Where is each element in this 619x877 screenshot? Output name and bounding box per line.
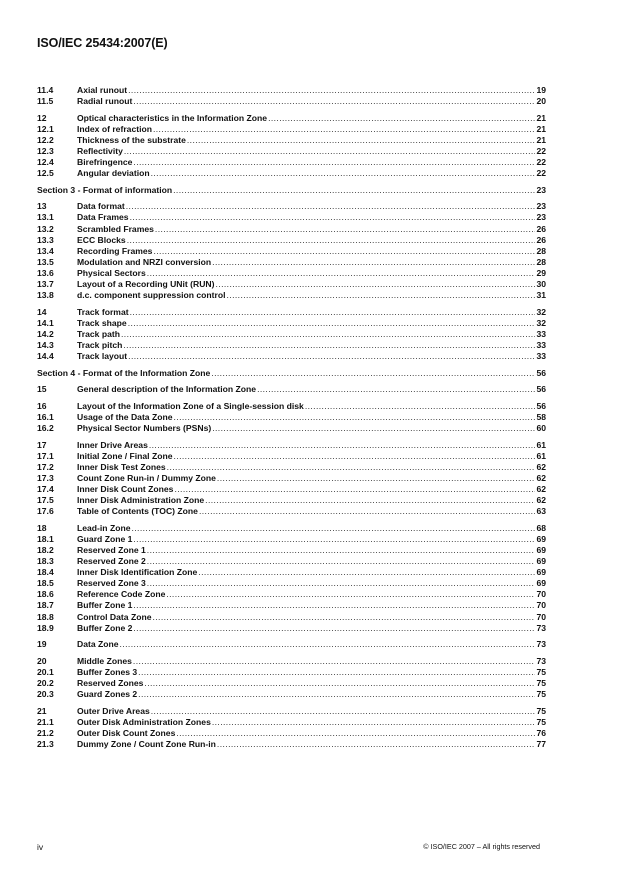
clause-number: 17.4	[37, 484, 54, 494]
toc-entry[interactable]	[37, 235, 546, 246]
clause-title: Buffer Zone 2	[77, 622, 133, 633]
clause-title: General description of the Information Zone	[77, 384, 257, 395]
dot-leader	[128, 85, 535, 96]
toc-entry[interactable]	[37, 523, 546, 534]
toc-entry[interactable]	[37, 85, 546, 96]
dot-leader	[133, 157, 535, 168]
dot-leader	[227, 290, 536, 301]
clause-title: Layout of the Information Zone of a Single-session disk	[77, 400, 304, 411]
clause-title: Count Zone Run-in / Dummy Zone	[77, 472, 216, 483]
page-reference: 23	[536, 212, 546, 223]
clause-number: 17.2	[37, 461, 54, 472]
dot-leader	[205, 495, 535, 506]
toc-section-entry[interactable]	[37, 368, 546, 379]
clause-title: Inner Disk Count Zones	[77, 484, 174, 494]
page-reference: 70	[536, 600, 546, 611]
toc-entry[interactable]	[37, 728, 546, 739]
clause-number: 21.2	[37, 727, 54, 738]
clause-number: 12.1	[37, 123, 54, 134]
page-reference: 22	[536, 157, 546, 168]
dot-leader	[212, 717, 536, 728]
toc-entry[interactable]	[37, 212, 546, 223]
clause-number: 18.1	[37, 533, 54, 544]
clause-title: Data format	[77, 201, 125, 212]
clause-title: Outer Disk Administration Zones	[77, 716, 211, 727]
dot-leader	[268, 113, 535, 124]
page-reference: 69	[536, 556, 546, 567]
clause-title: Track format	[77, 306, 129, 317]
clause-title: Section 3 - Format of information	[37, 184, 173, 195]
clause-number: 21	[37, 705, 47, 716]
toc-entry[interactable]	[37, 706, 546, 717]
clause-title: Data Frames	[77, 212, 129, 223]
page-reference: 69	[536, 567, 546, 578]
page-reference: 62	[536, 472, 546, 483]
page-reference: 62	[536, 495, 546, 506]
page-reference: 29	[536, 267, 546, 278]
clause-title: Birefringence	[77, 157, 133, 168]
clause-number: 17.6	[37, 506, 54, 517]
clause-title: Data Zone	[77, 639, 119, 650]
clause-number: 12	[37, 112, 47, 123]
clause-number: 20.1	[37, 666, 54, 677]
clause-number: 13	[37, 201, 47, 212]
page-reference: 21	[536, 112, 546, 123]
toc-entry[interactable]	[37, 578, 546, 589]
document-id-header: ISO/IEC 25434:2007(E)	[37, 36, 168, 50]
clause-title: ECC Blocks	[77, 234, 126, 245]
clause-number: 14.2	[37, 328, 54, 339]
dot-leader	[147, 545, 536, 556]
dot-leader	[151, 706, 536, 717]
toc-entry[interactable]	[37, 135, 546, 146]
clause-title: Inner Disk Identification Zone	[77, 567, 198, 578]
clause-title: Axial runout	[77, 85, 128, 95]
toc-entry[interactable]	[37, 556, 546, 567]
clause-number: 20.3	[37, 689, 54, 700]
dot-leader	[133, 623, 535, 634]
copyright-notice: © ISO/IEC 2007 – All rights reserved	[423, 842, 540, 851]
clause-number: 16	[37, 400, 47, 411]
dot-leader	[211, 368, 535, 379]
page-reference: 63	[536, 506, 546, 517]
dot-leader	[123, 340, 535, 351]
dot-leader	[138, 667, 535, 678]
page-reference: 28	[536, 245, 546, 256]
clause-title: Track path	[77, 328, 120, 339]
dot-leader	[198, 567, 535, 578]
clause-number: 18.5	[37, 578, 54, 589]
toc-entry[interactable]	[37, 96, 546, 107]
clause-title: d.c. component suppression control	[77, 290, 226, 301]
page-reference: 73	[536, 655, 546, 666]
dot-leader	[152, 612, 535, 623]
dot-leader	[130, 307, 536, 318]
clause-title: Reserved Zone 1	[77, 544, 146, 555]
clause-number: 13.3	[37, 234, 54, 245]
toc-group	[37, 368, 546, 379]
clause-number: 18.7	[37, 600, 54, 611]
dot-leader	[216, 279, 536, 290]
toc-group	[37, 185, 546, 196]
page-reference: 21	[536, 123, 546, 134]
dot-leader	[153, 246, 535, 257]
toc-entry[interactable]	[37, 157, 546, 168]
toc-entry[interactable]	[37, 689, 546, 700]
page-reference: 19	[536, 85, 546, 95]
toc-entry[interactable]	[37, 146, 546, 157]
dot-leader	[166, 589, 535, 600]
toc-entry[interactable]	[37, 351, 546, 362]
page-reference: 23	[536, 201, 546, 212]
clause-number: 13.6	[37, 267, 54, 278]
toc-entry[interactable]	[37, 717, 546, 728]
clause-number: 13.1	[37, 212, 54, 223]
clause-title: Outer Disk Count Zones	[77, 727, 176, 738]
toc-entry[interactable]	[37, 567, 546, 578]
dot-leader	[133, 534, 535, 545]
toc-group	[37, 656, 546, 700]
clause-title: Inner Disk Administration Zone	[77, 495, 205, 506]
clause-number: 19	[37, 639, 47, 650]
clause-title: Angular deviation	[77, 168, 150, 179]
toc-entry[interactable]	[37, 440, 546, 451]
page-reference: 58	[536, 411, 546, 422]
clause-title: Reference Code Zone	[77, 589, 166, 600]
toc-entry[interactable]	[37, 318, 546, 329]
toc-entry[interactable]	[37, 667, 546, 678]
dot-leader	[138, 689, 535, 700]
dot-leader	[147, 268, 536, 279]
toc-entry[interactable]	[37, 384, 546, 395]
page-reference: 75	[536, 705, 546, 716]
clause-title: Modulation and NRZI conversion	[77, 256, 212, 267]
toc-entry[interactable]	[37, 124, 546, 135]
page-reference: 56	[536, 400, 546, 411]
clause-number: 14.3	[37, 339, 54, 350]
dot-leader	[133, 96, 535, 107]
dot-leader	[120, 639, 536, 650]
dot-leader	[187, 135, 536, 146]
toc-entry[interactable]	[37, 545, 546, 556]
page-reference: 77	[536, 738, 546, 749]
clause-title: Outer Drive Areas	[77, 705, 150, 716]
clause-title: Inner Drive Areas	[77, 439, 148, 450]
page-reference: 26	[536, 234, 546, 245]
toc-entry[interactable]	[37, 290, 546, 301]
clause-number: 18.8	[37, 611, 54, 622]
clause-title: Radial runout	[77, 96, 133, 107]
page-reference: 56	[536, 367, 546, 378]
toc-entry[interactable]	[37, 639, 546, 650]
toc-entry[interactable]	[37, 224, 546, 235]
clause-number: 14.4	[37, 351, 54, 362]
clause-number: 14.1	[37, 317, 54, 328]
toc-entry[interactable]	[37, 246, 546, 257]
page-reference: 69	[536, 578, 546, 589]
page-reference: 75	[536, 716, 546, 727]
table-of-contents	[37, 85, 546, 756]
clause-title: Guard Zones 2	[77, 689, 138, 700]
dot-leader	[199, 506, 535, 517]
clause-number: 15	[37, 384, 47, 395]
page-reference: 73	[536, 639, 546, 650]
dot-leader	[217, 739, 536, 750]
clause-number: 12.3	[37, 145, 54, 156]
clause-number: 18.4	[37, 567, 54, 578]
page-reference: 69	[536, 533, 546, 544]
clause-number: 13.8	[37, 290, 54, 301]
toc-entry[interactable]	[37, 495, 546, 506]
clause-title: Buffer Zone 1	[77, 600, 133, 611]
clause-number: 13.4	[37, 245, 54, 256]
clause-title: Inner Disk Test Zones	[77, 461, 166, 472]
clause-title: Optical characteristics in the Information Zone	[77, 112, 268, 123]
toc-entry[interactable]	[37, 623, 546, 634]
toc-entry[interactable]	[37, 600, 546, 611]
clause-title: Usage of the Data Zone	[77, 411, 173, 422]
page-reference: 75	[536, 678, 546, 688]
clause-number: 18.6	[37, 589, 54, 600]
page-reference: 60	[536, 423, 546, 434]
toc-entry[interactable]	[37, 168, 546, 179]
clause-title: Physical Sectors	[77, 267, 146, 278]
toc-entry[interactable]	[37, 484, 546, 495]
page-reference: 69	[536, 544, 546, 555]
dot-leader	[212, 257, 535, 268]
dot-leader	[147, 578, 536, 589]
clause-number: 12.4	[37, 157, 54, 168]
dot-leader	[127, 235, 536, 246]
dot-leader	[131, 523, 535, 534]
dot-leader	[124, 146, 536, 157]
dot-leader	[149, 440, 536, 451]
clause-number: 12.5	[37, 168, 54, 179]
toc-group	[37, 523, 546, 634]
clause-number: 11.5	[37, 96, 54, 107]
clause-title: Track shape	[77, 317, 127, 328]
toc-group	[37, 639, 546, 650]
toc-entry[interactable]	[37, 423, 546, 434]
toc-entry[interactable]	[37, 113, 546, 124]
toc-group	[37, 85, 546, 107]
toc-entry[interactable]	[37, 257, 546, 268]
clause-number: 16.1	[37, 411, 54, 422]
page-reference: 26	[536, 223, 546, 234]
dot-leader	[121, 329, 535, 340]
page-reference: 61	[536, 439, 546, 450]
toc-entry[interactable]	[37, 279, 546, 290]
clause-title: Layout of a Recording UNit (RUN)	[77, 279, 215, 289]
toc-entry[interactable]	[37, 589, 546, 600]
page-reference: 61	[536, 450, 546, 461]
clause-number: 18	[37, 522, 47, 533]
toc-section-entry[interactable]	[37, 185, 546, 196]
dot-leader	[151, 168, 536, 179]
page-reference: 28	[536, 256, 546, 267]
clause-number: 20	[37, 655, 47, 666]
clause-title: Buffer Zones 3	[77, 666, 138, 677]
dot-leader	[153, 124, 535, 135]
clause-title: Dummy Zone / Count Zone Run-in	[77, 738, 216, 749]
clause-title: Control Data Zone	[77, 611, 152, 622]
toc-group	[37, 113, 546, 180]
clause-title: Reserved Zones	[77, 678, 144, 688]
page-reference: 22	[536, 168, 546, 179]
clause-title: Initial Zone / Final Zone	[77, 450, 173, 461]
clause-number: 18.3	[37, 556, 54, 567]
clause-number: 17.3	[37, 472, 54, 483]
clause-number: 11.4	[37, 85, 54, 95]
toc-entry[interactable]	[37, 473, 546, 484]
dot-leader	[167, 462, 536, 473]
page-reference: 32	[536, 306, 546, 317]
page-reference: 30	[536, 279, 546, 289]
dot-leader	[305, 401, 536, 412]
toc-entry[interactable]	[37, 201, 546, 212]
page-reference: 31	[536, 290, 546, 301]
dot-leader	[128, 318, 536, 329]
toc-entry[interactable]	[37, 506, 546, 517]
clause-title: Reserved Zone 2	[77, 556, 146, 567]
clause-title: Middle Zones	[77, 655, 132, 666]
clause-number: 21.3	[37, 738, 54, 749]
dot-leader	[147, 556, 536, 567]
toc-entry[interactable]	[37, 612, 546, 623]
toc-group	[37, 440, 546, 518]
clause-number: 17.1	[37, 450, 54, 461]
clause-number: 21.1	[37, 716, 54, 727]
page-reference: 22	[536, 145, 546, 156]
clause-title: Physical Sector Numbers (PSNs)	[77, 423, 212, 434]
clause-title: Reflectivity	[77, 145, 123, 156]
dot-leader	[133, 656, 536, 667]
toc-entry[interactable]	[37, 340, 546, 351]
toc-entry[interactable]	[37, 656, 546, 667]
dot-leader	[176, 728, 535, 739]
clause-number: 13.2	[37, 223, 54, 234]
dot-leader	[174, 412, 536, 423]
clause-title: Reserved Zone 3	[77, 578, 146, 589]
toc-entry[interactable]	[37, 451, 546, 462]
page-reference: 33	[536, 351, 546, 362]
page-reference: 20	[536, 96, 546, 107]
toc-group	[37, 201, 546, 301]
page-number: iv	[37, 842, 44, 852]
clause-number: 14	[37, 306, 47, 317]
clause-title: Thickness of the substrate	[77, 134, 186, 145]
page-reference: 33	[536, 328, 546, 339]
toc-entry[interactable]	[37, 462, 546, 473]
page-reference: 76	[536, 727, 546, 738]
clause-title: Guard Zone 1	[77, 533, 133, 544]
page-reference: 62	[536, 484, 546, 494]
dot-leader	[130, 212, 536, 223]
page-reference: 32	[536, 317, 546, 328]
page-reference: 56	[536, 384, 546, 395]
dot-leader	[128, 351, 535, 362]
page-reference: 23	[536, 184, 546, 195]
toc-entry[interactable]	[37, 739, 546, 750]
toc-entry[interactable]	[37, 329, 546, 340]
dot-leader	[144, 678, 535, 689]
page-reference: 75	[536, 689, 546, 700]
dot-leader	[133, 600, 535, 611]
clause-title: Track pitch	[77, 339, 123, 350]
toc-entry[interactable]	[37, 307, 546, 318]
toc-entry[interactable]	[37, 678, 546, 689]
page-reference: 70	[536, 589, 546, 600]
toc-entry[interactable]	[37, 401, 546, 412]
page-reference: 70	[536, 611, 546, 622]
clause-number: 17.5	[37, 495, 54, 506]
clause-number: 18.2	[37, 544, 54, 555]
toc-group	[37, 384, 546, 395]
clause-number: 13.7	[37, 279, 54, 289]
toc-group	[37, 706, 546, 750]
toc-group	[37, 307, 546, 362]
page-reference: 33	[536, 339, 546, 350]
dot-leader	[257, 384, 535, 395]
clause-number: 18.9	[37, 622, 54, 633]
page-reference: 62	[536, 461, 546, 472]
dot-leader	[173, 185, 535, 196]
page-reference: 21	[536, 134, 546, 145]
clause-number: 12.2	[37, 134, 54, 145]
clause-title: Scrambled Frames	[77, 223, 154, 234]
clause-number: 16.2	[37, 423, 54, 434]
clause-title: Section 4 - Format of the Information Zone	[37, 367, 211, 378]
page-reference: 68	[536, 522, 546, 533]
dot-leader	[217, 473, 536, 484]
clause-title: Recording Frames	[77, 245, 153, 256]
toc-group	[37, 401, 546, 434]
clause-title: Index of refraction	[77, 123, 152, 134]
clause-title: Table of Contents (TOC) Zone	[77, 506, 198, 517]
dot-leader	[155, 224, 536, 235]
page-reference: 75	[536, 666, 546, 677]
dot-leader	[174, 484, 535, 495]
clause-number: 17	[37, 439, 47, 450]
page-reference: 73	[536, 622, 546, 633]
toc-entry[interactable]	[37, 268, 546, 279]
dot-leader	[174, 451, 536, 462]
clause-number: 13.5	[37, 256, 54, 267]
clause-title: Track layout	[77, 351, 128, 362]
clause-number: 20.2	[37, 678, 54, 688]
dot-leader	[126, 201, 536, 212]
toc-entry[interactable]	[37, 534, 546, 545]
clause-title: Lead-in Zone	[77, 522, 131, 533]
dot-leader	[212, 423, 535, 434]
toc-entry[interactable]	[37, 412, 546, 423]
